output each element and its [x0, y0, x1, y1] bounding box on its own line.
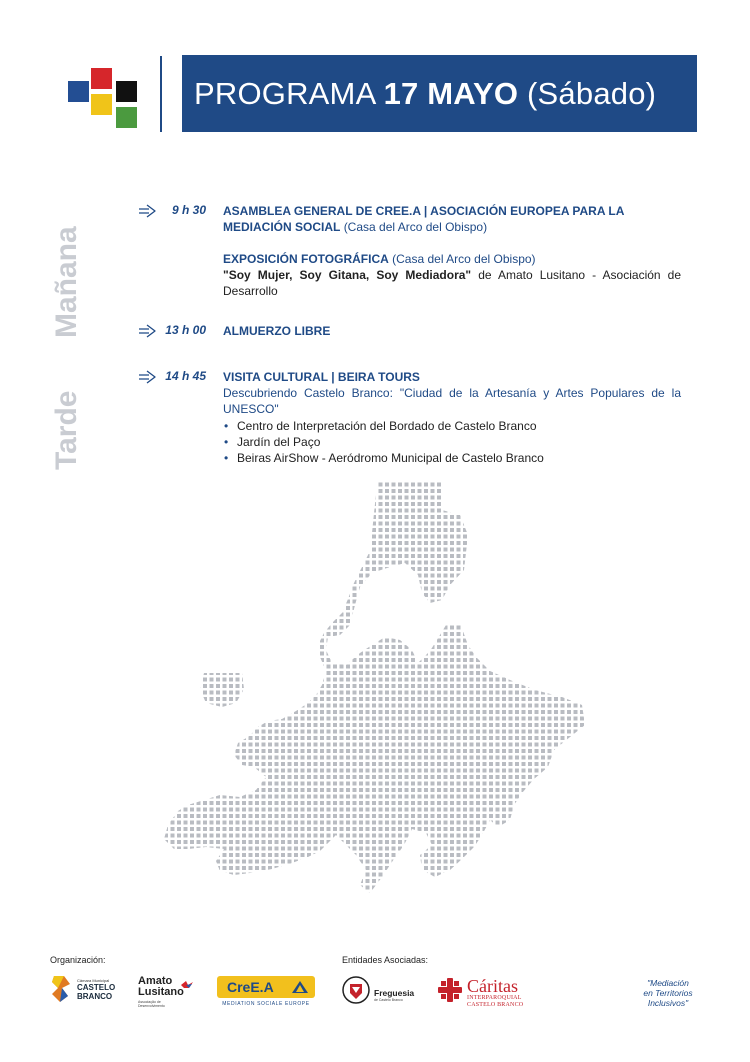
associated-label: Entidades Asociadas: [342, 955, 429, 965]
sub-event-location: (Casa del Arco del Obispo) [392, 252, 536, 266]
motto-line1: "Mediación [647, 978, 689, 988]
creea-logo-sub: MEDIATION SOCIALE EUROPE [222, 1001, 310, 1007]
amato-line2: Lusitano [138, 986, 184, 998]
cm-line1: CASTELO [77, 982, 116, 992]
yellow-square [91, 94, 112, 115]
bullet-item: • Centro de Interpretación del Bordado de Castelo Branco [223, 418, 681, 434]
schedule-content [223, 203, 681, 299]
caritas-logo [467, 977, 523, 1009]
freguesia-sub: de Castelo Branco [374, 998, 403, 1002]
castelo-branco-emblem-icon [50, 974, 74, 1004]
creea-logo [217, 976, 315, 998]
green-square [116, 107, 137, 128]
red-square [91, 68, 112, 89]
black-square [116, 81, 137, 102]
title-date: 17 MAYO [383, 75, 519, 111]
cm-line2: BRANCO [77, 991, 113, 1001]
caritas-text: Cáritas [467, 976, 518, 996]
amato-line1: Amato [138, 975, 173, 987]
arrow-right-icon [138, 324, 158, 338]
bullet-item: • Jardín del Paço [223, 434, 681, 450]
schedule-item [138, 369, 681, 466]
title-part2: (Sábado) [518, 75, 657, 111]
schedule-desc: Descubriendo Castelo Branco: "Ciudad de la Artesanía y Artes Populares de la UNESCO" [223, 386, 681, 416]
side-label-morning: Mañana [50, 226, 83, 338]
bullet-list [223, 418, 681, 466]
creea-triangle-icon [291, 980, 309, 994]
schedule-time: 9 h 30 [171, 203, 206, 217]
sub-event-desc: de Amato Lusitano - Asociación de Desarrollo [223, 268, 682, 298]
bullet-item: • Beiras AirShow - Aeródromo Municipal de Castelo Branco [223, 450, 681, 466]
blue-square [68, 81, 89, 102]
freguesia-shield-icon [342, 975, 370, 1005]
schedule-location: (Casa del Arco del Obispo) [343, 220, 488, 234]
schedule-time: 14 h 45 [165, 369, 206, 383]
schedule-title: ASAMBLEA GENERAL DE CREE.A | ASOCIACIÓN EUROPEA PARA LA MEDIACIÓN SOCIAL [223, 204, 624, 234]
side-label-afternoon: Tarde [50, 390, 83, 470]
sub-event-title: EXPOSICIÓN FOTOGRÁFICA [223, 252, 389, 266]
header-divider [160, 56, 162, 132]
schedule-item [138, 203, 681, 299]
europe-dot-map [150, 475, 590, 920]
brand-squares-logo [68, 68, 140, 128]
arrow-right-icon [138, 370, 158, 384]
schedule-time: 13 h 00 [165, 323, 206, 337]
freguesia-text: Freguesia [374, 988, 415, 998]
motto-text [630, 978, 706, 1008]
motto-line3: Inclusivos" [647, 998, 689, 1008]
title-part1: PROGRAMA [194, 75, 384, 111]
castelo-branco-logo [50, 974, 115, 1004]
caritas-sub1: INTERPAROQUIAL [467, 995, 522, 1001]
arrow-right-icon [138, 204, 158, 218]
amato-sub: Associação de Desenvolvimento [138, 1000, 165, 1008]
amato-bird-icon [180, 980, 194, 990]
caritas-sub2: CASTELO BRANCO [467, 1002, 524, 1008]
motto-line2: en Territorios [643, 988, 693, 998]
caritas-cross-icon [436, 976, 464, 1004]
schedule-content [223, 323, 681, 339]
freguesia-logo [342, 975, 414, 1005]
schedule-title: ALMUERZO LIBRE [223, 324, 331, 338]
organizer-label: Organización: [50, 955, 106, 965]
schedule-title: VISITA CULTURAL | BEIRA TOURS [223, 370, 420, 384]
page-title [182, 55, 697, 132]
schedule-item [138, 323, 681, 339]
schedule-content [223, 369, 681, 466]
cm-small-text: Câmara Municipal [77, 977, 110, 983]
sub-event-quote: "Soy Mujer, Soy Gitana, Soy Mediadora" [223, 268, 472, 282]
amato-lusitano-logo [138, 976, 194, 1008]
creea-logo-text: CreE.A [227, 979, 274, 995]
